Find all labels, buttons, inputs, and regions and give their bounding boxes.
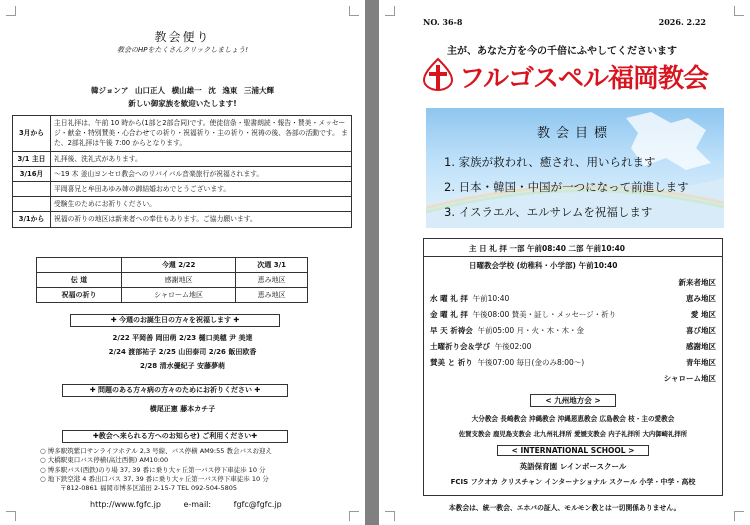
worship-name: 早 天 祈祷会: [430, 326, 473, 335]
intl-section-header: [424, 445, 722, 456]
worship-time: 午後02:00: [494, 342, 532, 351]
newsletter-right-page: [379, 0, 750, 525]
list-item: 2/22 平岡善 岡田萌 2/23 樋口美穂 尹 美達: [112, 334, 253, 342]
schedule-date: 3/1から: [13, 212, 51, 227]
kyushu-churches: 佐賀支教会 鹿児島支教会 北九州礼拝所 愛媛支教会 内子礼拝所 大内御崎礼拝所: [458, 430, 688, 438]
duty-cell: 恵み地区: [236, 273, 308, 288]
duty-cell: 伝 道: [37, 273, 122, 288]
church-name: フルゴスペル福岡教会: [459, 64, 708, 94]
list-item: 2/28 清水優紀子 安藤夢萌: [139, 362, 226, 370]
table-row: [13, 197, 352, 212]
goals-title: 教会目標: [536, 126, 613, 141]
member-name: 韓ジョンア: [91, 86, 129, 95]
table-row: [13, 181, 352, 196]
birthday-list: [0, 331, 365, 373]
area-label: 喜び地区: [686, 326, 716, 335]
schedule-date: [13, 197, 51, 212]
welcome-text: 新しい御家族を歓迎いたします!: [128, 99, 237, 108]
table-row: [13, 166, 352, 181]
crop-mark: [6, 511, 16, 521]
cross-logo-icon: [421, 57, 455, 91]
area-label: シャローム地区: [663, 374, 716, 383]
goal-item: 2. 日本・韓国・中国が一つになって前進します: [444, 180, 689, 194]
list-item: ○ 博多駅筑紫口サンライフホテル 2,3 号線、バス停横 AM9:55 教会バスお迎え: [40, 447, 272, 455]
member-name: 沈 逸東: [208, 86, 238, 95]
duty-cell: シャローム地区: [121, 288, 235, 303]
worship-row: [430, 293, 509, 304]
schedule-text: 平岡喜兄と牟田あゆみ姉の御結婚おめでとうございます。: [51, 181, 352, 196]
table-row: [37, 288, 308, 303]
issue-number: NO. 36-8: [423, 17, 463, 27]
worship-time: 午後07:00 毎日(金のみ8:00～): [477, 358, 585, 367]
schedule-date: 3/16月: [13, 166, 51, 181]
area-label: 新来者地区: [678, 278, 716, 287]
area-label: 感謝地区: [686, 342, 716, 351]
divider: [424, 256, 722, 257]
worship-name: 金 曜 礼 拝: [430, 310, 468, 319]
table-row: [37, 273, 308, 288]
crop-mark: [385, 6, 395, 16]
duty-header: 次週 3/1: [236, 258, 308, 273]
prayer-header: ✚ 問題のある方々病の方々のためにお祈りください ✚: [62, 384, 288, 397]
worship-time: 午前05:00 月・火・木・木・金: [477, 326, 585, 335]
crop-mark: [6, 6, 16, 16]
intl-header: < INTERNATIONAL SCHOOL >: [497, 445, 650, 456]
prayer-names: 横尾正憲 藤本カチ子: [149, 405, 216, 413]
worship-row: [430, 357, 584, 368]
worship-row: [430, 325, 584, 336]
birthday-header: ✚ 今週のお誕生日の方々を祝福します ✚: [70, 314, 280, 327]
goal-item: 3. イスラエル、エルサレムを祝福します: [444, 205, 653, 219]
worship-schedule-box: [423, 238, 723, 496]
schedule-text: 礼拝後、洗礼式があります。: [51, 151, 352, 166]
intl-school: 英語保育園 レインボースクール: [519, 462, 627, 471]
duty-header: [37, 258, 122, 273]
schedule-text: 受験生のためにお祈りください。: [51, 197, 352, 212]
page-title: 教会便り: [154, 30, 211, 44]
member-name: 横山雄一: [171, 86, 202, 95]
table-row: [13, 116, 352, 152]
duty-cell: 祝福の祈り: [37, 288, 122, 303]
list-item: ○ 博多駅バス(西鉄)のり場 37, 39 番に乗り大ヶ丘第一バス停下車徒歩 10 分: [40, 465, 266, 474]
area-label: 青年地区: [686, 358, 716, 367]
kyushu-churches: 大分教会 長崎教会 沖縄教会 沖縄恩恵教会 広島教会 枝・主の愛教会: [471, 415, 675, 423]
duty-cell: 感謝地区: [121, 273, 235, 288]
worship-name: 土曜祈り会＆学び: [430, 342, 490, 351]
newsletter-left-page: [0, 0, 365, 525]
intl-school: FCIS フクオカ クリスチャン インターナショナル スクール 小学・中学・高校: [450, 478, 696, 486]
goal-item: 1. 家族が救われ、癒され、用いられます: [444, 155, 656, 169]
list-item: 〒812-0861 福岡市博多区浦田 2-15-7 TEL 092-504-5805: [60, 484, 238, 493]
website-link[interactable]: http://www.fgfc.jp: [90, 500, 161, 509]
issue-date: 2026. 2.22: [658, 17, 706, 27]
new-members-names: [0, 85, 365, 96]
duty-cell: 恵み地区: [236, 288, 308, 303]
crop-mark: [734, 511, 744, 521]
area-label: 恵み地区: [686, 294, 716, 303]
table-row: [13, 151, 352, 166]
schedule-text: 主日礼拝は、午前 10 時から(1部と2部合同)です。使徒信条・聖書朗読・報告・賛美・メッセージ・献金・特別賛美・心合わせての祈り・祝福祈り・主の祈り・祝祷の後、各部の活動です。 また、2部礼拝は午後 7:00 からとなります。: [51, 116, 352, 152]
member-name: 山口正人: [134, 86, 165, 95]
crop-mark: [385, 511, 395, 521]
member-name: 三浦大輝: [243, 86, 274, 95]
access-header: ✚教会へ来られる方へのお知らせ) ご利用ください✚: [62, 430, 288, 443]
worship-name: 賛美 と 祈り: [430, 358, 473, 367]
worship-name: 水 曜 礼 拝: [430, 294, 468, 303]
worship-row: [430, 341, 531, 352]
email-link[interactable]: e-mail: fgfc@fgfc.jp: [183, 500, 282, 509]
schedule-table: [12, 115, 352, 228]
schedule-text: 祝福の祈りの地区は新来者への奉仕もあります。ご協力願います。: [51, 212, 352, 227]
crop-mark: [734, 6, 744, 16]
page-subtitle: 教会のHPをたくさんクリックしましょう!: [116, 46, 248, 54]
access-info: [40, 447, 272, 493]
motto-text: 主が、あなた方を今の千倍にふやしてくださいます: [447, 46, 677, 57]
crop-mark: [349, 6, 359, 16]
list-item: 2/24 渡部祐子 2/25 山田泰司 2/26 飯田欧香: [108, 348, 257, 356]
list-item: ○ 地下鉄空港 4 番出口バス 37, 39 番に乗り大ヶ丘第一バス停下車徒歩 10 分: [40, 474, 269, 483]
crop-mark: [349, 511, 359, 521]
duty-table: [36, 257, 308, 303]
schedule-date: 3/1 主日: [13, 151, 51, 166]
kyushu-section-header: [424, 394, 722, 407]
kyushu-header: < 九州地方会 >: [530, 394, 615, 407]
worship-time: 午前10:40: [472, 294, 510, 303]
main-worship: 主 日 礼 拝 一部 午前08:40 二部 午前10:40: [469, 244, 626, 253]
table-row: [13, 212, 352, 227]
schedule-date: 3月から: [13, 116, 51, 152]
contact-line: [90, 500, 282, 509]
schedule-text: ～19 木 釜山ヨンセロ教会へのリバイバル音楽旅行が祝福されます。: [51, 166, 352, 181]
goals-banner: [426, 108, 724, 228]
worship-row: [430, 309, 616, 320]
duty-header: 今週 2/22: [121, 258, 235, 273]
area-label: 愛 地区: [690, 310, 716, 319]
disclaimer-text: 本教会は、統一教会、エホバの証人、モルモン教とは一切関係ありません。: [448, 504, 681, 512]
worship-time: 午後08:00 賛美・証し・メッセージ・祈り: [472, 310, 617, 319]
sunday-school: 日曜教会学校 (幼稚科・小学部) 午前10:40: [469, 261, 618, 270]
schedule-date: [13, 181, 51, 196]
list-item: ○ 大橋駅東口バス停横(高辻西側) AM10:00: [40, 456, 169, 465]
table-row: [37, 258, 308, 273]
